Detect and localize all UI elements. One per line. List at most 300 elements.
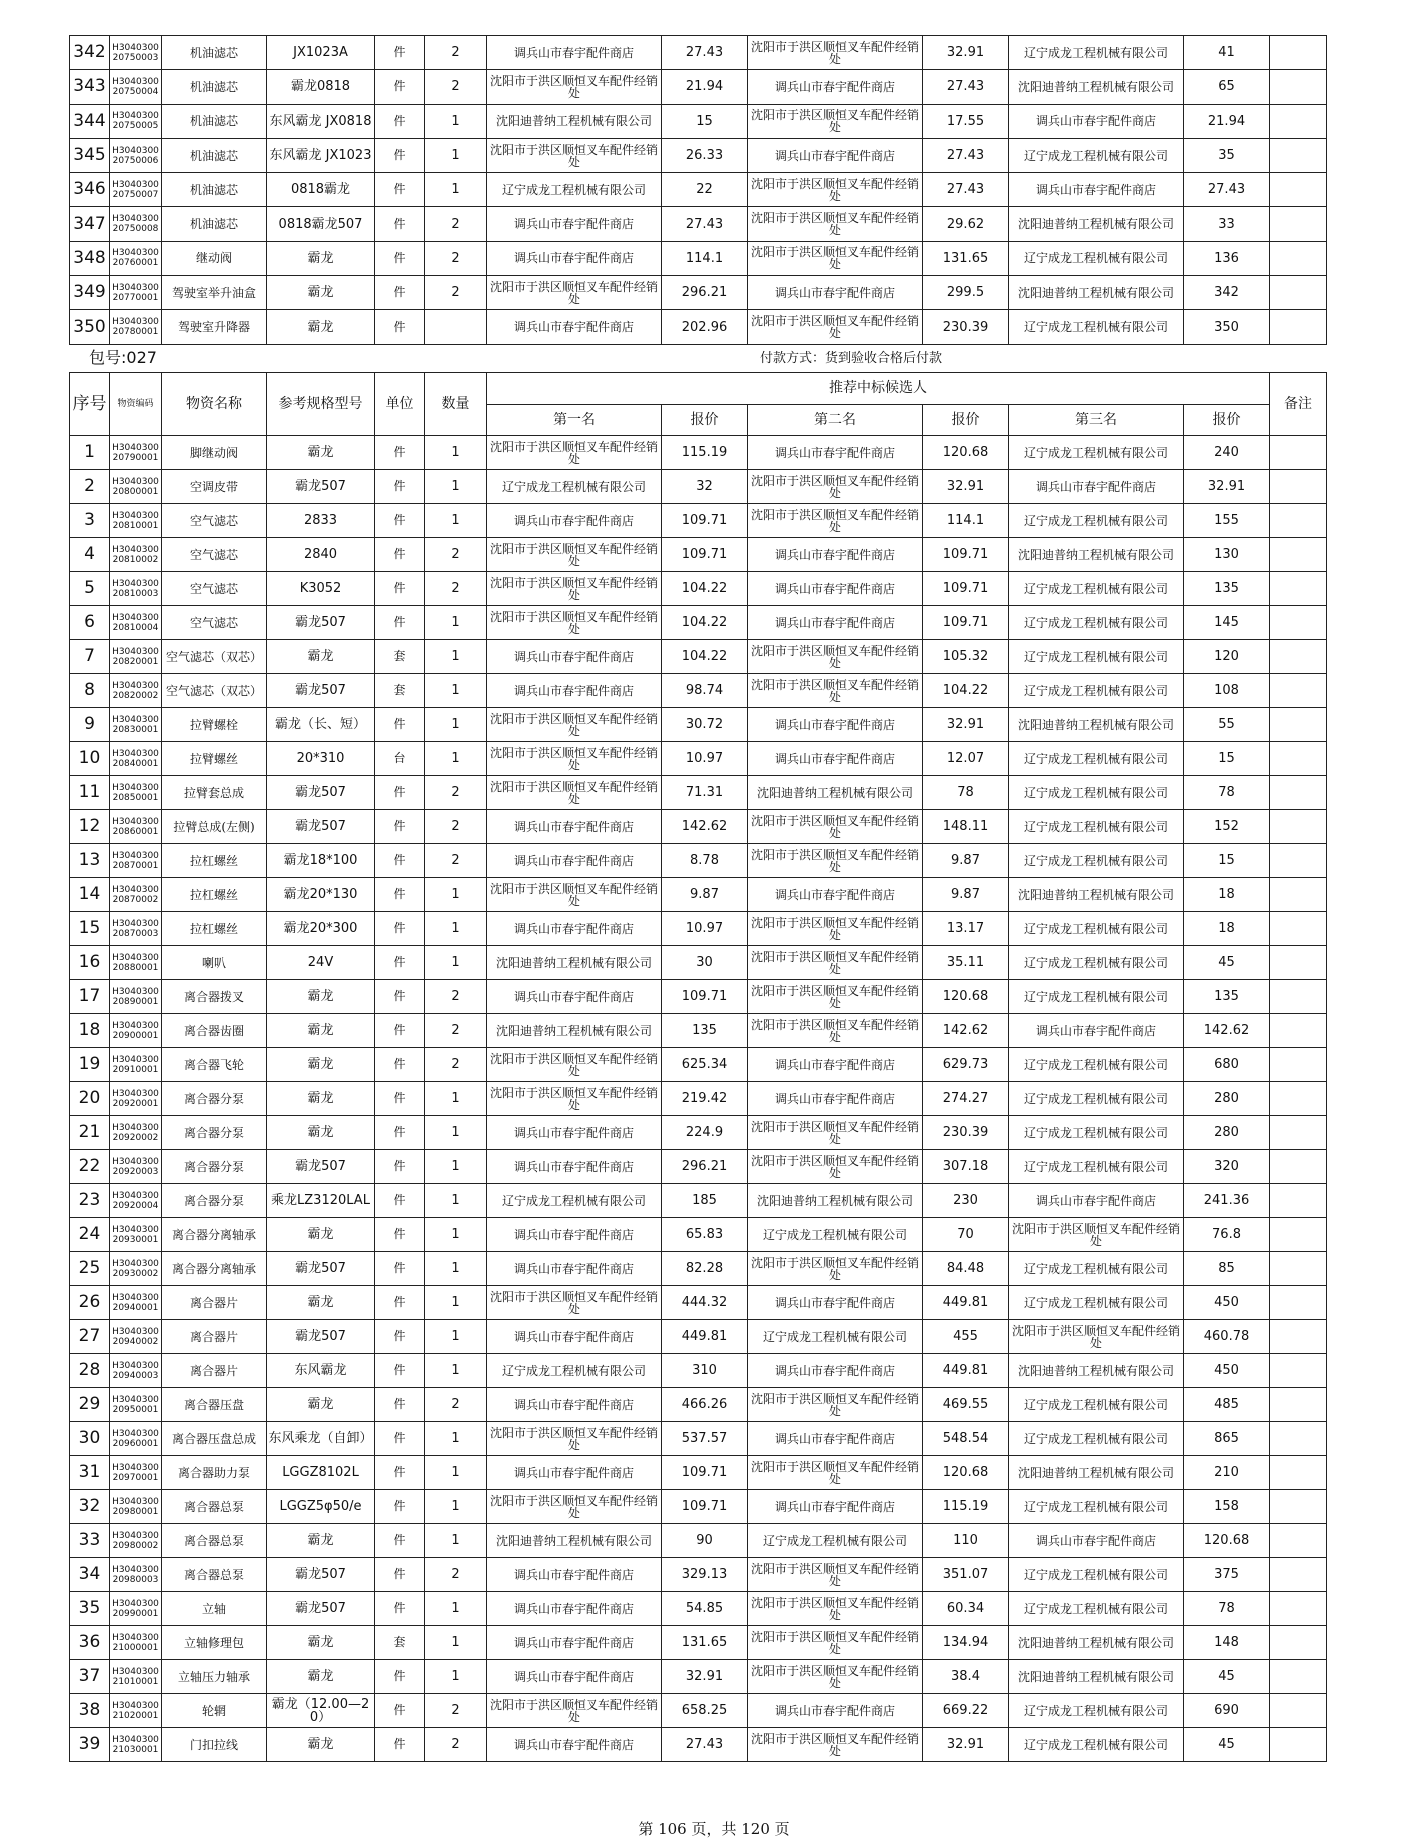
cell-unit: 件 [375, 1116, 425, 1150]
cell-third-price: 865 [1184, 1422, 1270, 1456]
cell-note [1270, 207, 1327, 241]
cell-third-supplier: 辽宁成龙工程机械有限公司 [1009, 1116, 1184, 1150]
table-row [70, 1422, 1327, 1456]
cell-name: 轮辋 [162, 1694, 267, 1728]
cell-qty: 2 [425, 844, 487, 878]
cell-spec: 霸龙 [267, 1626, 375, 1660]
cell-second-supplier: 沈阳市于洪区顺恒叉车配件经销处 [748, 1728, 923, 1762]
cell-first-price: 449.81 [662, 1320, 748, 1354]
cell-note [1270, 138, 1327, 172]
cell-third-price: 78 [1184, 1592, 1270, 1626]
cell-spec: JX1023A [267, 36, 375, 70]
cell-seq: 6 [70, 606, 110, 640]
cell-seq: 32 [70, 1490, 110, 1524]
cell-third-price: 120 [1184, 640, 1270, 674]
header-second: 第二名 [748, 405, 923, 436]
cell-third-price: 680 [1184, 1048, 1270, 1082]
cell-first-price: 185 [662, 1184, 748, 1218]
cell-note [1270, 980, 1327, 1014]
cell-first-price: 109.71 [662, 504, 748, 538]
cell-seq: 348 [70, 241, 110, 275]
cell-spec: 霸龙507 [267, 674, 375, 708]
cell-second-supplier: 调兵山市春宇配件商店 [748, 138, 923, 172]
cell-name: 离合器片 [162, 1320, 267, 1354]
cell-name: 离合器压盘 [162, 1388, 267, 1422]
cell-third-price: 45 [1184, 946, 1270, 980]
table-row [70, 1592, 1327, 1626]
cell-second-price: 13.17 [923, 912, 1009, 946]
cell-unit: 套 [375, 674, 425, 708]
cell-code: H3040300 20880001 [110, 946, 162, 980]
cell-third-supplier: 辽宁成龙工程机械有限公司 [1009, 310, 1184, 344]
cell-third-supplier: 辽宁成龙工程机械有限公司 [1009, 241, 1184, 275]
cell-spec: 霸龙 [267, 1388, 375, 1422]
cell-third-price: 460.78 [1184, 1320, 1270, 1354]
cell-third-supplier: 沈阳市于洪区顺恒叉车配件经销处 [1009, 1320, 1184, 1354]
cell-first-price: 27.43 [662, 36, 748, 70]
cell-unit: 件 [375, 1524, 425, 1558]
cell-first-price: 71.31 [662, 776, 748, 810]
cell-first-price: 114.1 [662, 241, 748, 275]
cell-second-supplier: 调兵山市春宇配件商店 [748, 742, 923, 776]
cell-qty: 2 [425, 1694, 487, 1728]
cell-third-price: 375 [1184, 1558, 1270, 1592]
cell-second-supplier: 调兵山市春宇配件商店 [748, 1048, 923, 1082]
cell-qty: 2 [425, 276, 487, 310]
cell-qty: 1 [425, 1456, 487, 1490]
cell-note [1270, 470, 1327, 504]
cell-note [1270, 1422, 1327, 1456]
cell-seq: 33 [70, 1524, 110, 1558]
cell-second-supplier: 沈阳市于洪区顺恒叉车配件经销处 [748, 674, 923, 708]
cell-name: 机油滤芯 [162, 207, 267, 241]
cell-second-price: 35.11 [923, 946, 1009, 980]
cell-name: 离合器总泵 [162, 1490, 267, 1524]
cell-third-price: 45 [1184, 1660, 1270, 1694]
cell-third-supplier: 辽宁成龙工程机械有限公司 [1009, 1082, 1184, 1116]
cell-name: 拉臂螺丝 [162, 742, 267, 776]
table-row [70, 810, 1327, 844]
cell-second-price: 9.87 [923, 844, 1009, 878]
cell-unit: 件 [375, 504, 425, 538]
table-row [70, 1286, 1327, 1320]
cell-third-supplier: 调兵山市春宇配件商店 [1009, 104, 1184, 138]
table-row [70, 104, 1327, 138]
cell-qty: 1 [425, 1150, 487, 1184]
cell-unit: 件 [375, 207, 425, 241]
cell-unit: 件 [375, 1286, 425, 1320]
cell-third-price: 65 [1184, 70, 1270, 104]
cell-spec: 东风霸龙 JX1023 [267, 138, 375, 172]
cell-unit: 件 [375, 1558, 425, 1592]
cell-second-supplier: 沈阳市于洪区顺恒叉车配件经销处 [748, 241, 923, 275]
cell-third-price: 55 [1184, 708, 1270, 742]
cell-first-supplier: 辽宁成龙工程机械有限公司 [487, 1184, 662, 1218]
cell-seq: 31 [70, 1456, 110, 1490]
cell-qty: 1 [425, 1524, 487, 1558]
cell-unit: 件 [375, 36, 425, 70]
cell-note [1270, 1388, 1327, 1422]
cell-first-supplier: 沈阳市于洪区顺恒叉车配件经销处 [487, 878, 662, 912]
cell-third-supplier: 辽宁成龙工程机械有限公司 [1009, 776, 1184, 810]
cell-name: 空气滤芯（双芯） [162, 674, 267, 708]
cell-note [1270, 1354, 1327, 1388]
cell-first-supplier: 沈阳市于洪区顺恒叉车配件经销处 [487, 538, 662, 572]
cell-first-supplier: 调兵山市春宇配件商店 [487, 1252, 662, 1286]
cell-name: 空气滤芯（双芯） [162, 640, 267, 674]
cell-qty: 1 [425, 1354, 487, 1388]
table-row [70, 1728, 1327, 1762]
cell-qty: 2 [425, 1558, 487, 1592]
cell-spec: 霸龙 [267, 436, 375, 470]
cell-second-supplier: 沈阳市于洪区顺恒叉车配件经销处 [748, 504, 923, 538]
cell-note [1270, 776, 1327, 810]
cell-spec: 霸龙507 [267, 1592, 375, 1626]
cell-third-supplier: 辽宁成龙工程机械有限公司 [1009, 1592, 1184, 1626]
table-row [70, 742, 1327, 776]
cell-note [1270, 1184, 1327, 1218]
cell-second-price: 12.07 [923, 742, 1009, 776]
cell-first-price: 109.71 [662, 1456, 748, 1490]
cell-third-supplier: 辽宁成龙工程机械有限公司 [1009, 1490, 1184, 1524]
cell-seq: 36 [70, 1626, 110, 1660]
cell-second-supplier: 调兵山市春宇配件商店 [748, 606, 923, 640]
cell-name: 立轴压力轴承 [162, 1660, 267, 1694]
cell-first-supplier: 辽宁成龙工程机械有限公司 [487, 470, 662, 504]
table-body [70, 436, 1327, 1762]
cell-note [1270, 504, 1327, 538]
cell-second-supplier: 辽宁成龙工程机械有限公司 [748, 1218, 923, 1252]
cell-qty: 2 [425, 70, 487, 104]
cell-first-price: 104.22 [662, 572, 748, 606]
cell-note [1270, 640, 1327, 674]
cell-second-price: 351.07 [923, 1558, 1009, 1592]
cell-first-price: 82.28 [662, 1252, 748, 1286]
cell-qty: 2 [425, 1388, 487, 1422]
cell-spec: 20*310 [267, 742, 375, 776]
header-qty: 数量 [425, 373, 487, 436]
cell-name: 离合器压盘总成 [162, 1422, 267, 1456]
cell-first-price: 8.78 [662, 844, 748, 878]
table-row [70, 878, 1327, 912]
continued-bid-table [69, 35, 1327, 345]
cell-first-supplier: 沈阳市于洪区顺恒叉车配件经销处 [487, 606, 662, 640]
cell-spec: 霸龙507 [267, 776, 375, 810]
header-price-1: 报价 [662, 405, 748, 436]
cell-qty [425, 310, 487, 344]
cell-code: H3040300 20810002 [110, 538, 162, 572]
cell-spec: 霸龙 [267, 1116, 375, 1150]
cell-second-price: 32.91 [923, 470, 1009, 504]
cell-name: 拉杠螺丝 [162, 912, 267, 946]
cell-note [1270, 844, 1327, 878]
header-unit: 单位 [375, 373, 425, 436]
cell-second-supplier: 沈阳市于洪区顺恒叉车配件经销处 [748, 1558, 923, 1592]
cell-seq: 7 [70, 640, 110, 674]
cell-second-supplier: 沈阳市于洪区顺恒叉车配件经销处 [748, 980, 923, 1014]
cell-third-supplier: 辽宁成龙工程机械有限公司 [1009, 1252, 1184, 1286]
cell-unit: 件 [375, 1456, 425, 1490]
cell-third-price: 15 [1184, 742, 1270, 776]
cell-note [1270, 1218, 1327, 1252]
cell-spec: 0818霸龙507 [267, 207, 375, 241]
cell-seq: 18 [70, 1014, 110, 1048]
cell-seq: 349 [70, 276, 110, 310]
cell-qty: 1 [425, 1490, 487, 1524]
cell-seq: 39 [70, 1728, 110, 1762]
cell-third-supplier: 沈阳迪普纳工程机械有限公司 [1009, 207, 1184, 241]
cell-first-price: 219.42 [662, 1082, 748, 1116]
cell-spec: 霸龙 [267, 640, 375, 674]
cell-seq: 38 [70, 1694, 110, 1728]
cell-third-price: 33 [1184, 207, 1270, 241]
cell-second-supplier: 沈阳市于洪区顺恒叉车配件经销处 [748, 1252, 923, 1286]
cell-first-price: 537.57 [662, 1422, 748, 1456]
cell-name: 离合器飞轮 [162, 1048, 267, 1082]
cell-unit: 台 [375, 742, 425, 776]
cell-note [1270, 173, 1327, 207]
table-row [70, 708, 1327, 742]
cell-name: 离合器总泵 [162, 1558, 267, 1592]
table-row [70, 844, 1327, 878]
cell-seq: 12 [70, 810, 110, 844]
cell-code: H3040300 20750003 [110, 36, 162, 70]
cell-unit: 件 [375, 844, 425, 878]
cell-code: H3040300 20920002 [110, 1116, 162, 1150]
cell-note [1270, 70, 1327, 104]
cell-spec: 霸龙 [267, 1218, 375, 1252]
cell-third-price: 18 [1184, 878, 1270, 912]
cell-code: H3040300 20810001 [110, 504, 162, 538]
cell-code: H3040300 21020001 [110, 1694, 162, 1728]
cell-code: H3040300 20950001 [110, 1388, 162, 1422]
cell-code: H3040300 20930001 [110, 1218, 162, 1252]
cell-second-supplier: 沈阳市于洪区顺恒叉车配件经销处 [748, 844, 923, 878]
cell-third-supplier: 调兵山市春宇配件商店 [1009, 470, 1184, 504]
cell-seq: 27 [70, 1320, 110, 1354]
cell-first-supplier: 调兵山市春宇配件商店 [487, 1218, 662, 1252]
cell-code: H3040300 20940001 [110, 1286, 162, 1320]
cell-name: 机油滤芯 [162, 70, 267, 104]
cell-first-supplier: 调兵山市春宇配件商店 [487, 1456, 662, 1490]
cell-name: 机油滤芯 [162, 36, 267, 70]
cell-name: 离合器分离轴承 [162, 1218, 267, 1252]
cell-unit: 件 [375, 878, 425, 912]
cell-second-price: 629.73 [923, 1048, 1009, 1082]
cell-spec: 霸龙507 [267, 1150, 375, 1184]
cell-third-supplier: 辽宁成龙工程机械有限公司 [1009, 1694, 1184, 1728]
cell-first-price: 15 [662, 104, 748, 138]
cell-name: 离合器分泵 [162, 1116, 267, 1150]
cell-second-supplier: 沈阳市于洪区顺恒叉车配件经销处 [748, 1592, 923, 1626]
cell-seq: 24 [70, 1218, 110, 1252]
table-row [70, 436, 1327, 470]
table-row [70, 1456, 1327, 1490]
cell-code: H3040300 20980002 [110, 1524, 162, 1558]
header-code: 物资编码 [110, 373, 162, 436]
header-note: 备注 [1270, 373, 1327, 436]
cell-third-supplier: 沈阳迪普纳工程机械有限公司 [1009, 70, 1184, 104]
cell-note [1270, 241, 1327, 275]
package-label: 包号:027 [89, 348, 157, 367]
cell-third-price: 155 [1184, 504, 1270, 538]
cell-second-price: 120.68 [923, 436, 1009, 470]
table-row [70, 1558, 1327, 1592]
cell-second-price: 70 [923, 1218, 1009, 1252]
cell-name: 离合器片 [162, 1286, 267, 1320]
cell-spec: 2833 [267, 504, 375, 538]
cell-second-supplier: 辽宁成龙工程机械有限公司 [748, 1524, 923, 1558]
header-third: 第三名 [1009, 405, 1184, 436]
cell-third-price: 280 [1184, 1082, 1270, 1116]
table-row [70, 173, 1327, 207]
cell-third-price: 78 [1184, 776, 1270, 810]
cell-code: H3040300 20940002 [110, 1320, 162, 1354]
cell-second-supplier: 沈阳市于洪区顺恒叉车配件经销处 [748, 1388, 923, 1422]
header-recommend: 推荐中标候选人 [487, 373, 1270, 405]
payment-terms: 付款方式：货到验收合格后付款 [760, 351, 943, 366]
cell-seq: 26 [70, 1286, 110, 1320]
cell-name: 拉杠螺丝 [162, 844, 267, 878]
cell-second-price: 109.71 [923, 538, 1009, 572]
cell-code: H3040300 20750008 [110, 207, 162, 241]
cell-code: H3040300 20810003 [110, 572, 162, 606]
cell-second-price: 109.71 [923, 572, 1009, 606]
cell-name: 机油滤芯 [162, 173, 267, 207]
cell-third-supplier: 辽宁成龙工程机械有限公司 [1009, 1286, 1184, 1320]
cell-spec: 乘龙LZ3120LAL [267, 1184, 375, 1218]
cell-second-supplier: 调兵山市春宇配件商店 [748, 572, 923, 606]
table-row [70, 1252, 1327, 1286]
table-row [70, 1490, 1327, 1524]
cell-code: H3040300 20980001 [110, 1490, 162, 1524]
cell-seq: 20 [70, 1082, 110, 1116]
cell-name: 拉臂螺栓 [162, 708, 267, 742]
cell-note [1270, 1252, 1327, 1286]
cell-second-price: 78 [923, 776, 1009, 810]
table-row [70, 980, 1327, 1014]
cell-second-supplier: 调兵山市春宇配件商店 [748, 276, 923, 310]
cell-qty: 2 [425, 810, 487, 844]
cell-name: 离合器片 [162, 1354, 267, 1388]
cell-name: 驾驶室升降器 [162, 310, 267, 344]
cell-unit: 件 [375, 276, 425, 310]
cell-first-supplier: 调兵山市春宇配件商店 [487, 912, 662, 946]
cell-unit: 件 [375, 70, 425, 104]
cell-first-price: 296.21 [662, 276, 748, 310]
cell-third-supplier: 沈阳迪普纳工程机械有限公司 [1009, 1354, 1184, 1388]
cell-second-supplier: 调兵山市春宇配件商店 [748, 1490, 923, 1524]
cell-spec: 霸龙507 [267, 1558, 375, 1592]
cell-qty: 2 [425, 572, 487, 606]
cell-qty: 1 [425, 173, 487, 207]
cell-second-price: 32.91 [923, 708, 1009, 742]
cell-second-supplier: 沈阳迪普纳工程机械有限公司 [748, 1184, 923, 1218]
cell-seq: 25 [70, 1252, 110, 1286]
header-name: 物资名称 [162, 373, 267, 436]
cell-first-price: 329.13 [662, 1558, 748, 1592]
cell-seq: 2 [70, 470, 110, 504]
cell-third-price: 76.8 [1184, 1218, 1270, 1252]
cell-note [1270, 946, 1327, 980]
cell-qty: 2 [425, 1014, 487, 1048]
cell-code: H3040300 20800001 [110, 470, 162, 504]
cell-second-price: 142.62 [923, 1014, 1009, 1048]
cell-code: H3040300 20830001 [110, 708, 162, 742]
cell-note [1270, 1150, 1327, 1184]
cell-third-price: 136 [1184, 241, 1270, 275]
cell-unit: 件 [375, 606, 425, 640]
cell-first-supplier: 沈阳迪普纳工程机械有限公司 [487, 946, 662, 980]
cell-code: H3040300 20930002 [110, 1252, 162, 1286]
cell-third-supplier: 辽宁成龙工程机械有限公司 [1009, 742, 1184, 776]
cell-second-price: 120.68 [923, 980, 1009, 1014]
cell-first-price: 27.43 [662, 207, 748, 241]
cell-second-price: 110 [923, 1524, 1009, 1558]
cell-third-price: 690 [1184, 1694, 1270, 1728]
cell-seq: 345 [70, 138, 110, 172]
cell-seq: 347 [70, 207, 110, 241]
cell-spec: 霸龙 [267, 980, 375, 1014]
cell-seq: 350 [70, 310, 110, 344]
cell-first-supplier: 沈阳市于洪区顺恒叉车配件经销处 [487, 1694, 662, 1728]
table-row [70, 912, 1327, 946]
cell-note [1270, 1524, 1327, 1558]
cell-second-price: 105.32 [923, 640, 1009, 674]
cell-unit: 套 [375, 640, 425, 674]
cell-qty: 2 [425, 241, 487, 275]
cell-first-price: 131.65 [662, 1626, 748, 1660]
cell-first-supplier: 调兵山市春宇配件商店 [487, 1388, 662, 1422]
cell-second-supplier: 调兵山市春宇配件商店 [748, 1694, 923, 1728]
cell-qty: 1 [425, 1592, 487, 1626]
cell-unit: 件 [375, 810, 425, 844]
table-row [70, 776, 1327, 810]
table-row [70, 1150, 1327, 1184]
cell-code: H3040300 20940003 [110, 1354, 162, 1388]
cell-qty: 1 [425, 504, 487, 538]
table-row [70, 946, 1327, 980]
table-header [70, 373, 1327, 436]
cell-code: H3040300 21000001 [110, 1626, 162, 1660]
cell-name: 拉臂套总成 [162, 776, 267, 810]
cell-note [1270, 276, 1327, 310]
cell-third-supplier: 沈阳迪普纳工程机械有限公司 [1009, 1626, 1184, 1660]
table-row [70, 1048, 1327, 1082]
cell-qty: 2 [425, 36, 487, 70]
table-row [70, 1388, 1327, 1422]
cell-name: 空气滤芯 [162, 538, 267, 572]
cell-first-supplier: 调兵山市春宇配件商店 [487, 1150, 662, 1184]
cell-second-price: 17.55 [923, 104, 1009, 138]
cell-third-supplier: 辽宁成龙工程机械有限公司 [1009, 138, 1184, 172]
cell-first-price: 104.22 [662, 640, 748, 674]
table-row [70, 572, 1327, 606]
cell-name: 离合器分泵 [162, 1082, 267, 1116]
cell-seq: 14 [70, 878, 110, 912]
cell-seq: 10 [70, 742, 110, 776]
cell-first-price: 65.83 [662, 1218, 748, 1252]
cell-second-price: 9.87 [923, 878, 1009, 912]
cell-third-supplier: 沈阳迪普纳工程机械有限公司 [1009, 878, 1184, 912]
cell-qty: 1 [425, 708, 487, 742]
cell-first-price: 310 [662, 1354, 748, 1388]
cell-qty: 1 [425, 470, 487, 504]
table-row [70, 70, 1327, 104]
cell-unit: 件 [375, 1218, 425, 1252]
table-row [70, 276, 1327, 310]
cell-spec: 霸龙18*100 [267, 844, 375, 878]
